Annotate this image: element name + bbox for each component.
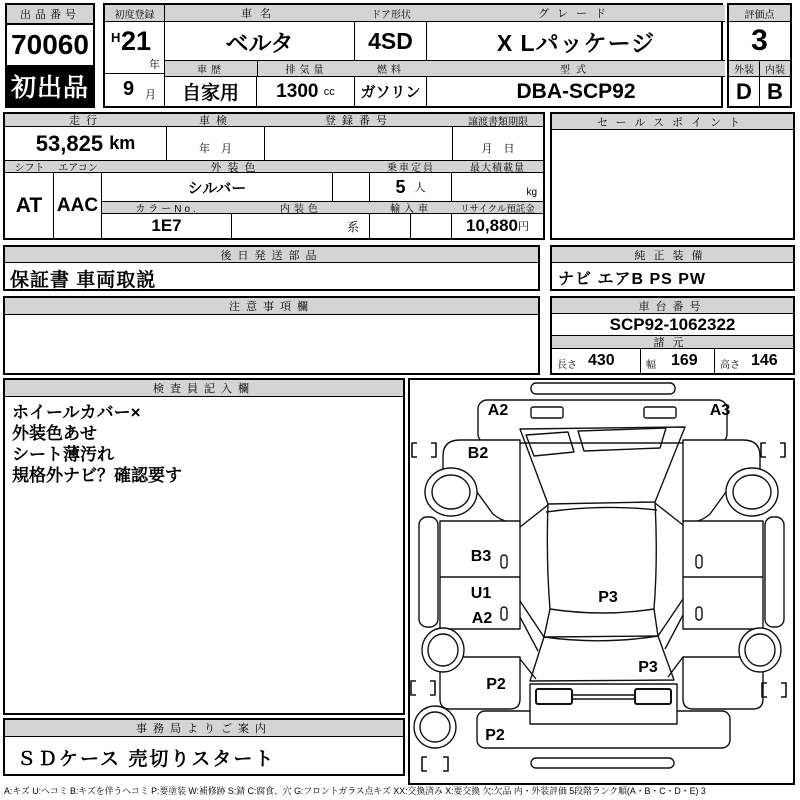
height-value: 146 xyxy=(751,352,778,369)
inspector-note: ホイールカバー× xyxy=(12,403,141,422)
exterior-color-empty-cell xyxy=(332,173,370,201)
damage-label-rear-door-2: A2 xyxy=(471,610,493,627)
width-label: 幅 xyxy=(646,360,656,371)
transfer-deadline-label: 譲渡書類期限 xyxy=(453,114,543,127)
recycle-label: リサイクル預託金 xyxy=(452,201,543,214)
model-code: DBA-SCP92 xyxy=(516,79,636,103)
month-suffix: 月 xyxy=(145,89,156,101)
interior-grade: B xyxy=(767,78,783,104)
first-registration-month-cell xyxy=(105,74,164,106)
vehicle-detail-table xyxy=(3,112,545,240)
grade-label: グレード xyxy=(427,5,725,22)
chassis-no: SCP92-1062322 xyxy=(609,314,736,334)
later-parts: 保証書 車両取説 xyxy=(10,270,157,291)
shift-label: シフト xyxy=(5,160,54,173)
mileage-value: 53,825 xyxy=(35,130,104,156)
displacement-label: 排気量 xyxy=(257,60,355,77)
spec-height-cell xyxy=(715,349,793,373)
fuel: ガソリン xyxy=(355,77,427,106)
door-shape-label: ドア形状 xyxy=(355,5,427,22)
chassis-box xyxy=(550,296,795,375)
first-registration-cell xyxy=(105,5,165,106)
length-value: 430 xyxy=(588,352,615,369)
evaluation-box xyxy=(727,3,792,108)
caution-label: 注意事項欄 xyxy=(5,298,538,315)
later-parts-box xyxy=(3,245,540,291)
color-no: 1E7 xyxy=(102,214,232,238)
first-listing-badge: 初出品 xyxy=(7,65,93,106)
shaken-hint: 年 月 xyxy=(167,127,265,160)
exterior-color: シルバー xyxy=(187,179,247,197)
car-name: ベルタ xyxy=(165,22,355,60)
spec-length-cell xyxy=(552,349,641,373)
first-registration-year-cell xyxy=(105,22,164,74)
office-label: 事務局よりご案内 xyxy=(5,720,403,737)
inspector-notes xyxy=(12,402,400,486)
import-empty-cell-2 xyxy=(411,214,452,238)
chassis-label: 車台番号 xyxy=(552,298,793,314)
exterior-color-label: 外装色 xyxy=(102,160,370,173)
interior-color-label: 内装色 xyxy=(232,201,370,214)
auction-number-box xyxy=(5,3,95,108)
model-code-label: 型式 xyxy=(427,60,725,77)
mileage-unit: km xyxy=(109,133,136,153)
width-value: 169 xyxy=(671,352,698,369)
spec-width-cell xyxy=(641,349,715,373)
caution-box xyxy=(3,296,540,375)
capacity xyxy=(370,173,452,201)
exterior-grade: D xyxy=(729,77,760,106)
damage-label-roof: P3 xyxy=(598,589,618,606)
equipment: ナビ エアB PS PW xyxy=(558,271,707,288)
recycle-deposit xyxy=(452,214,543,238)
fuel-label: 燃料 xyxy=(355,60,427,77)
era-prefix: H xyxy=(111,30,121,45)
inspector-note: シート薄汚れ xyxy=(12,445,114,464)
registration-number-empty xyxy=(265,127,453,160)
damage-code-legend: A:キズ U:ヘコミ B:キズを伴うヘコミ P:要塗装 W:補修跡 S:錆 C:腐食、穴 G:フロントガラス点キズ XX:交換済み X:要交換 欠:欠品 内・外装評価 5段階ランク順(A・B・C・D・E) 3 xyxy=(4,786,706,796)
equipment-label: 純正装備 xyxy=(552,247,793,263)
damage-label-hood-right: A3 xyxy=(709,402,731,419)
office-box xyxy=(3,718,405,776)
color-no-label: カラーNo. xyxy=(102,201,232,214)
import-empty-cell-1 xyxy=(370,214,411,238)
damage-label-trunk: P3 xyxy=(638,659,658,676)
capacity-label: 乗車定員 xyxy=(370,160,452,173)
mileage-label: 走行 xyxy=(5,114,167,127)
registration-number-label: 登録番号 xyxy=(265,114,453,127)
score-label: 評価点 xyxy=(729,5,790,22)
first-registration-month: 9 xyxy=(123,78,135,100)
damage-label-front-door: B3 xyxy=(470,548,492,565)
damage-diagram-box xyxy=(408,378,795,785)
displacement-unit: cc xyxy=(323,85,335,98)
capacity-value: 5 xyxy=(395,176,406,197)
later-parts-label: 後日発送部品 xyxy=(5,247,538,263)
inspector-label: 検査員記入欄 xyxy=(5,380,403,397)
sales-point-body xyxy=(552,130,793,238)
damage-label-rear-bumper: P2 xyxy=(485,727,505,744)
car-top-view-drawing xyxy=(410,380,793,783)
header-table xyxy=(103,3,723,108)
interior-color-suffix: 系 xyxy=(232,214,370,238)
sales-point-box xyxy=(550,112,795,240)
height-label: 高さ xyxy=(720,360,740,371)
first-registration-label: 初度登録 xyxy=(105,5,164,22)
office-note: ＳＤケース 売切りスタート xyxy=(17,749,276,770)
capacity-unit: 人 xyxy=(414,182,426,194)
sales-point-label: セールスポイント xyxy=(552,114,793,130)
year-suffix: 年 xyxy=(149,59,160,71)
mileage xyxy=(5,127,167,160)
score-value: 3 xyxy=(751,24,768,57)
auction-number-label: 出品番号 xyxy=(7,5,93,25)
length-label: 長さ xyxy=(557,360,577,371)
damage-label-rear-door-1: U1 xyxy=(470,585,492,602)
aircon-value: AAC xyxy=(54,173,102,238)
car-name-label: 車名 xyxy=(165,5,355,22)
interior-label: 内装 xyxy=(760,60,790,77)
aircon-label: エアコン xyxy=(54,160,102,173)
max-load-unit: kg xyxy=(526,187,537,198)
door-shape: 4SD xyxy=(355,22,427,60)
shift-value: AT xyxy=(5,173,54,238)
recycle-value: 10,880 xyxy=(466,216,518,235)
spec-label: 諸元 xyxy=(552,335,793,349)
damage-label-hood-left: A2 xyxy=(487,402,509,419)
damage-label-front-fender: B2 xyxy=(467,445,489,462)
exterior-label: 外装 xyxy=(729,60,760,77)
equipment-box xyxy=(550,245,795,291)
auction-number: 70060 xyxy=(11,29,89,60)
displacement xyxy=(257,77,355,106)
max-load-label: 最大積載量 xyxy=(452,160,543,173)
import-label: 輸入車 xyxy=(370,201,452,214)
shaken-label: 車検 xyxy=(167,114,265,127)
inspector-box xyxy=(3,378,405,715)
grade: X Lパッケージ xyxy=(496,29,656,56)
first-registration-year: 21 xyxy=(121,26,152,56)
damage-label-rear-quarter: P2 xyxy=(486,676,506,693)
inspector-note: 規格外ナビ？確認要す xyxy=(12,466,182,485)
recycle-unit: 円 xyxy=(518,221,529,233)
inspector-note: 外装色あせ xyxy=(12,424,97,443)
caution-body xyxy=(5,315,538,373)
displacement-value: 1300 xyxy=(276,80,319,102)
history-label: 車歴 xyxy=(165,60,257,77)
history: 自家用 xyxy=(165,77,257,106)
transfer-deadline-hint: 月 日 xyxy=(481,143,515,155)
